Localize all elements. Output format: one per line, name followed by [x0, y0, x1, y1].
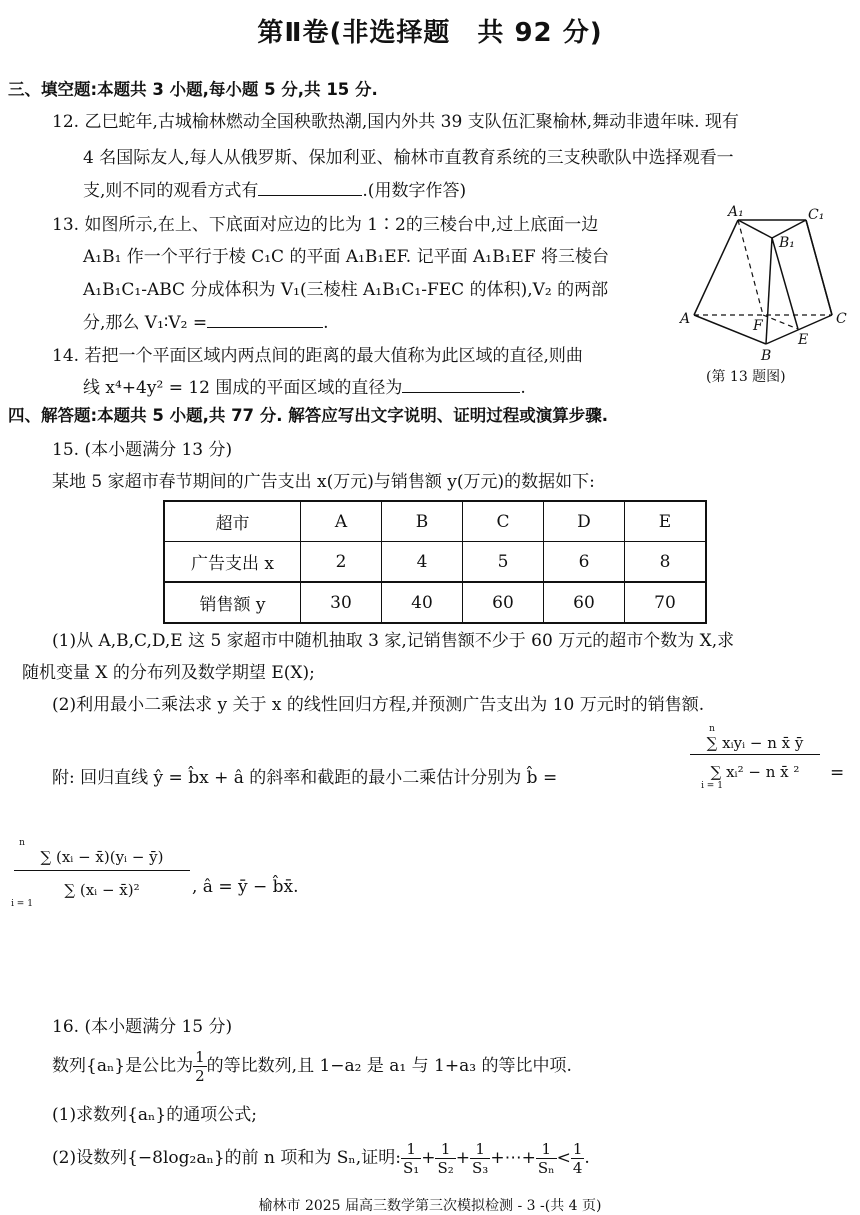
- fraction-denominator: S₂: [437, 1159, 454, 1177]
- table-cell: A: [301, 501, 382, 542]
- frustum-figure: [676, 202, 856, 388]
- q14-line2-post: .: [520, 378, 526, 398]
- frac-s3: [470, 1140, 490, 1177]
- frac-sn: [536, 1140, 557, 1177]
- plus-sign: +: [455, 1148, 471, 1168]
- label-F: F: [753, 318, 763, 334]
- q15-intro: 某地 5 家超市春节期间的广告支出 x(万元)与销售额 y(万元)的数据如下:: [52, 472, 595, 492]
- q16-part1: (1)求数列{aₙ}的通项公式;: [52, 1105, 257, 1125]
- fraction-numerator: 1: [470, 1140, 490, 1159]
- q16-label: 16. (本小题满分 15 分): [52, 1017, 233, 1037]
- q12-line1: 12. 乙巳蛇年,古城榆林燃动全国秧歌热潮,国内外共 39 支队伍汇聚榆林,舞动非遗年味. 现有: [52, 112, 739, 132]
- label-E: E: [798, 332, 809, 348]
- q16-part2: [52, 1140, 590, 1177]
- ratio-fraction: [193, 1048, 207, 1085]
- frac-bound: [571, 1140, 585, 1177]
- section4-heading: 四、解答题:本题共 5 小题,共 77 分. 解答应写出文字说明、证明过程或演算步骤.: [8, 406, 609, 425]
- q12-line3: [83, 176, 466, 201]
- frac-s2: [435, 1140, 455, 1177]
- formula1-denominator: ∑ xᵢ² − n x̄ ²: [710, 763, 800, 781]
- plus-sign: +: [421, 1148, 436, 1168]
- fraction-denominator: S₁: [402, 1159, 420, 1177]
- less-than-sign: <: [556, 1148, 571, 1168]
- q13-line4: [83, 308, 328, 333]
- table-cell: 广告支出 x: [164, 542, 301, 583]
- q16-line1: [52, 1048, 572, 1085]
- table-cell: 8: [625, 542, 707, 583]
- q15-data-table: [163, 500, 707, 624]
- fraction-denominator: S₃: [472, 1159, 489, 1177]
- table-cell: 4: [382, 542, 463, 583]
- figure-caption: (第 13 题图): [706, 369, 786, 385]
- formula2-denominator: ∑ (xᵢ − x̄)²: [64, 881, 140, 899]
- formula2: [11, 838, 190, 909]
- q13-line1: 13. 如图所示,在上、下底面对应边的比为 1∶2的三棱台中,过上底面一边: [52, 215, 599, 235]
- q12-line3-pre: 支,则不同的观看方式有: [83, 181, 259, 201]
- fraction-numerator: 1: [401, 1140, 421, 1159]
- q13-answer-blank[interactable]: [207, 311, 323, 328]
- q12-answer-blank[interactable]: [258, 179, 362, 196]
- sum-lower: i = 1: [11, 899, 33, 909]
- table-row: [164, 582, 706, 623]
- fraction-denominator: 4: [572, 1159, 583, 1177]
- table-cell: 超市: [164, 501, 301, 542]
- label-C: C: [836, 311, 847, 327]
- q15-appendix-text: 附: 回归直线 ŷ = b̂x + â 的斜率和截距的最小二乘估计分别为 b̂ =: [52, 768, 558, 788]
- formula1-numerator: ∑ xᵢyᵢ − n x̄ ȳ: [690, 734, 820, 755]
- table-cell: 60: [544, 582, 625, 623]
- q16-line1-pre: 数列{aₙ}是公比为: [52, 1056, 194, 1076]
- formula2-numerator: ∑ (xᵢ − x̄)(yᵢ − ȳ): [14, 848, 190, 871]
- q13-line4-pre: 分,那么 V₁∶V₂ =: [83, 313, 208, 333]
- table-cell: B: [382, 501, 463, 542]
- q13-line3: A₁B₁C₁-ABC 分成体积为 V₁(三棱柱 A₁B₁C₁-FEC 的体积),V₂ 的两部: [83, 280, 609, 300]
- q15-part1-line1: (1)从 A,B,C,D,E 这 5 家超市中随机抽取 3 家,记销售额不少于 60 万元的超市个数为 X,求: [52, 631, 735, 651]
- sum-upper: n: [19, 838, 25, 848]
- label-C1: C₁: [808, 207, 825, 223]
- fraction-denominator: 2: [195, 1067, 205, 1085]
- q15-part1-line2: 随机变量 X 的分布列及数学期望 E(X);: [22, 663, 315, 683]
- ellipsis: +⋯+: [490, 1148, 536, 1168]
- q12-line2: 4 名国际友人,每人从俄罗斯、保加利亚、榆林市直教育系统的三支秧歌队中选择观看一: [83, 148, 734, 168]
- q14-line1: 14. 若把一个平面区域内两点间的距离的最大值称为此区域的直径,则曲: [52, 346, 583, 366]
- q14-line2-pre: 线 x⁴+4y² = 12 围成的平面区域的直径为: [83, 378, 403, 398]
- table-cell: 5: [463, 542, 544, 583]
- sum-lower: i = 1: [701, 781, 723, 791]
- table-cell: D: [544, 501, 625, 542]
- table-row: [164, 542, 706, 583]
- q12-line3-post: .(用数字作答): [362, 181, 467, 201]
- formula1: [690, 724, 820, 791]
- table-cell: 6: [544, 542, 625, 583]
- q14-answer-blank[interactable]: [402, 376, 520, 393]
- table-cell: E: [625, 501, 707, 542]
- equals-sign: =: [830, 763, 845, 783]
- table-cell: 40: [382, 582, 463, 623]
- period: .: [584, 1148, 590, 1168]
- table-cell: C: [463, 501, 544, 542]
- table-cell: 30: [301, 582, 382, 623]
- q13-line2: A₁B₁ 作一个平行于棱 C₁C 的平面 A₁B₁EF. 记平面 A₁B₁EF 将三棱台: [83, 247, 610, 267]
- fraction-numerator: 1: [195, 1048, 205, 1066]
- sum-upper: n: [709, 724, 715, 734]
- q14-line2: [83, 373, 526, 398]
- table-cell: 2: [301, 542, 382, 583]
- q13-line4-post: .: [323, 313, 329, 333]
- fraction-numerator: 1: [572, 1140, 583, 1158]
- label-B1: B₁: [779, 235, 795, 251]
- section3-heading: 三、填空题:本题共 3 小题,每小题 5 分,共 15 分.: [8, 80, 378, 99]
- fraction-denominator: Sₙ: [537, 1159, 555, 1177]
- frac-s1: [401, 1140, 421, 1177]
- table-row-header: [164, 501, 706, 542]
- label-A: A: [680, 311, 691, 327]
- label-B: B: [761, 348, 772, 364]
- fraction-numerator: 1: [435, 1140, 455, 1159]
- page-footer: 榆林市 2025 届高三数学第三次模拟检测 - 3 -(共 4 页): [258, 1198, 602, 1214]
- table-cell: 销售额 y: [164, 582, 301, 623]
- q16-line1-post: 的等比数列,且 1−a₂ 是 a₁ 与 1+a₃ 的等比中项.: [206, 1056, 572, 1076]
- q15-label: 15. (本小题满分 13 分): [52, 440, 233, 460]
- q16-part2-pre: (2)设数列{−8log₂aₙ}的前 n 项和为 Sₙ,证明:: [52, 1148, 401, 1168]
- fraction-numerator: 1: [536, 1140, 557, 1159]
- formula2-intercept: , â = ȳ − b̂x̄.: [192, 877, 299, 897]
- page-title: 第Ⅱ卷(非选择题 共 92 分): [257, 18, 603, 48]
- table-cell: 70: [625, 582, 707, 623]
- table-cell: 60: [463, 582, 544, 623]
- q15-part2: (2)利用最小二乘法求 y 关于 x 的线性回归方程,并预测广告支出为 10 万元时的销售额.: [52, 695, 705, 715]
- label-A1: A₁: [728, 204, 744, 220]
